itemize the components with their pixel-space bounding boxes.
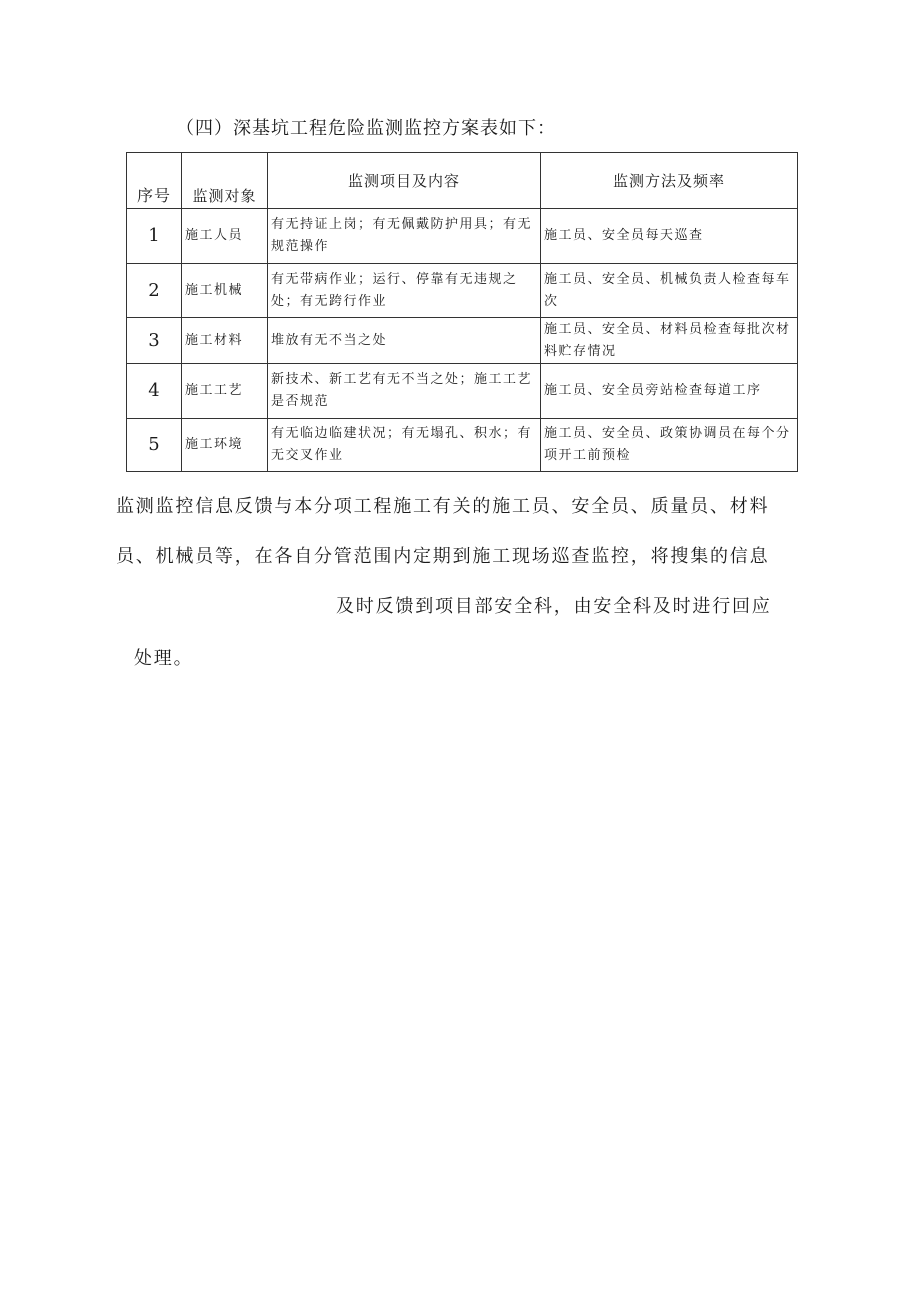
row-method: 施工员、安全员每天巡查 [541,209,798,264]
row-content: 有无临边临建状况；有无塌孔、积水；有无交叉作业 [268,419,541,472]
table-row [127,209,798,264]
row-object: 施工人员 [182,209,268,264]
header-object: 监测对象 [182,153,268,209]
table-row [127,419,798,472]
row-index: 4 [127,364,182,419]
row-object: 施工机械 [182,264,268,318]
header-content: 监测项目及内容 [268,153,541,209]
row-content: 有无带病作业；运行、停靠有无违规之处；有无跨行作业 [268,264,541,318]
row-object: 施工材料 [182,318,268,364]
row-method: 施工员、安全员旁站检查每道工序 [541,364,798,419]
row-index: 1 [127,209,182,264]
row-index: 3 [127,318,182,364]
row-method: 施工员、安全员、政策协调员在每个分项开工前预检 [541,419,798,472]
paragraph-line: 员、机械员等，在各自分管范围内定期到施工现场巡查监控，将搜集的信息 [116,546,770,567]
row-method: 施工员、安全员、机械负责人检查每车次 [541,264,798,318]
table-header-row [127,153,798,209]
paragraph-line: 处理。 [134,648,194,669]
row-content: 新技术、新工艺有无不当之处；施工工艺是否规范 [268,364,541,419]
row-method: 施工员、安全员、材料员检查每批次材料贮存情况 [541,318,798,364]
row-object: 施工环境 [182,419,268,472]
paragraph-line: 及时反馈到项目部安全科，由安全科及时进行回应 [336,596,772,617]
table-row [127,364,798,419]
row-content: 堆放有无不当之处 [268,318,541,364]
row-content: 有无持证上岗；有无佩戴防护用具；有无规范操作 [268,209,541,264]
section-heading: （四）深基坑工程危险监测监控方案表如下： [176,118,556,139]
header-index: 序号 [127,153,182,209]
table-row [127,318,798,364]
paragraph-line: 监测监控信息反馈与本分项工程施工有关的施工员、安全员、质量员、材料 [116,496,770,517]
row-object: 施工工艺 [182,364,268,419]
row-index: 5 [127,419,182,472]
table-row [127,264,798,318]
row-index: 2 [127,264,182,318]
header-method: 监测方法及频率 [541,153,798,209]
monitoring-plan-table [126,152,798,472]
